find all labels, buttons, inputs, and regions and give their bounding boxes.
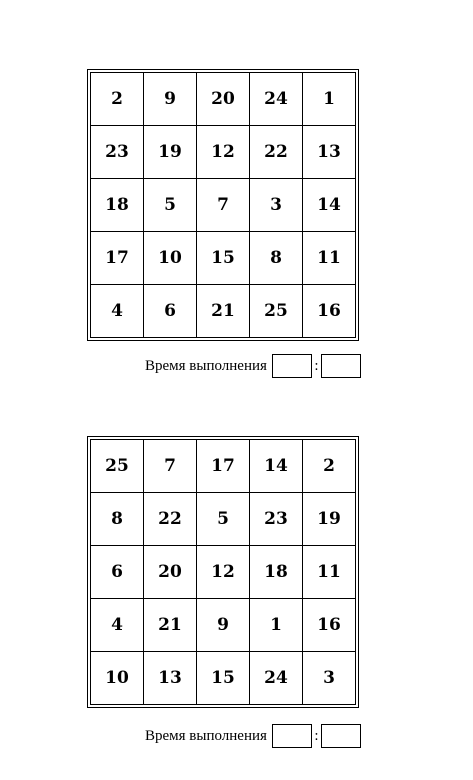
grid-cell: 5 xyxy=(144,179,197,232)
grid-cell: 21 xyxy=(197,285,250,338)
grid-cell: 20 xyxy=(197,73,250,126)
table-row xyxy=(91,73,356,126)
table-row xyxy=(91,440,356,493)
grid-cell: 14 xyxy=(250,440,303,493)
grid-cell: 13 xyxy=(303,126,356,179)
grid-cell: 8 xyxy=(91,493,144,546)
table-row xyxy=(91,493,356,546)
grid-cell: 22 xyxy=(250,126,303,179)
grid-cell: 15 xyxy=(197,652,250,705)
grid-cell: 13 xyxy=(144,652,197,705)
grid-cell: 4 xyxy=(91,285,144,338)
grid-cell: 3 xyxy=(250,179,303,232)
schulte-table-2 xyxy=(87,436,359,708)
grid-cell: 6 xyxy=(144,285,197,338)
grid-cell: 14 xyxy=(303,179,356,232)
grid-cell: 23 xyxy=(91,126,144,179)
grid-cell: 6 xyxy=(91,546,144,599)
grid-cell: 15 xyxy=(197,232,250,285)
grid-cell: 10 xyxy=(144,232,197,285)
grid-cell: 25 xyxy=(250,285,303,338)
grid-cell: 5 xyxy=(197,493,250,546)
grid-cell: 16 xyxy=(303,285,356,338)
table-row xyxy=(91,546,356,599)
grid-cell: 4 xyxy=(91,599,144,652)
schulte-table-1 xyxy=(87,69,359,341)
grid-cell: 21 xyxy=(144,599,197,652)
grid-cell: 17 xyxy=(91,232,144,285)
table-row xyxy=(91,652,356,705)
grid-cell: 9 xyxy=(197,599,250,652)
grid-cell: 10 xyxy=(91,652,144,705)
minutes-field[interactable] xyxy=(272,724,312,748)
grid-cell: 12 xyxy=(197,546,250,599)
number-grid xyxy=(90,72,356,338)
completion-time xyxy=(145,353,361,379)
grid-cell: 24 xyxy=(250,73,303,126)
grid-cell: 25 xyxy=(91,440,144,493)
grid-cell: 16 xyxy=(303,599,356,652)
grid-cell: 24 xyxy=(250,652,303,705)
grid-cell: 2 xyxy=(303,440,356,493)
completion-time xyxy=(145,723,361,749)
grid-cell: 18 xyxy=(250,546,303,599)
completion-time-label: Время выполнения xyxy=(145,727,267,744)
grid-cell: 20 xyxy=(144,546,197,599)
time-separator: : xyxy=(314,357,319,374)
table-row xyxy=(91,285,356,338)
time-separator: : xyxy=(314,727,319,744)
grid-cell: 7 xyxy=(144,440,197,493)
grid-cell: 8 xyxy=(250,232,303,285)
grid-cell: 9 xyxy=(144,73,197,126)
grid-cell: 18 xyxy=(91,179,144,232)
table-row xyxy=(91,126,356,179)
grid-cell: 11 xyxy=(303,232,356,285)
grid-cell: 17 xyxy=(197,440,250,493)
grid-cell: 7 xyxy=(197,179,250,232)
grid-cell: 23 xyxy=(250,493,303,546)
table-row xyxy=(91,179,356,232)
grid-cell: 2 xyxy=(91,73,144,126)
grid-cell: 22 xyxy=(144,493,197,546)
grid-cell: 12 xyxy=(197,126,250,179)
grid-cell: 11 xyxy=(303,546,356,599)
number-grid xyxy=(90,439,356,705)
grid-cell: 1 xyxy=(303,73,356,126)
table-row xyxy=(91,232,356,285)
grid-cell: 19 xyxy=(303,493,356,546)
table-row xyxy=(91,599,356,652)
grid-cell: 1 xyxy=(250,599,303,652)
seconds-field[interactable] xyxy=(321,354,361,378)
grid-cell: 3 xyxy=(303,652,356,705)
completion-time-label: Время выполнения xyxy=(145,357,267,374)
seconds-field[interactable] xyxy=(321,724,361,748)
grid-cell: 19 xyxy=(144,126,197,179)
minutes-field[interactable] xyxy=(272,354,312,378)
